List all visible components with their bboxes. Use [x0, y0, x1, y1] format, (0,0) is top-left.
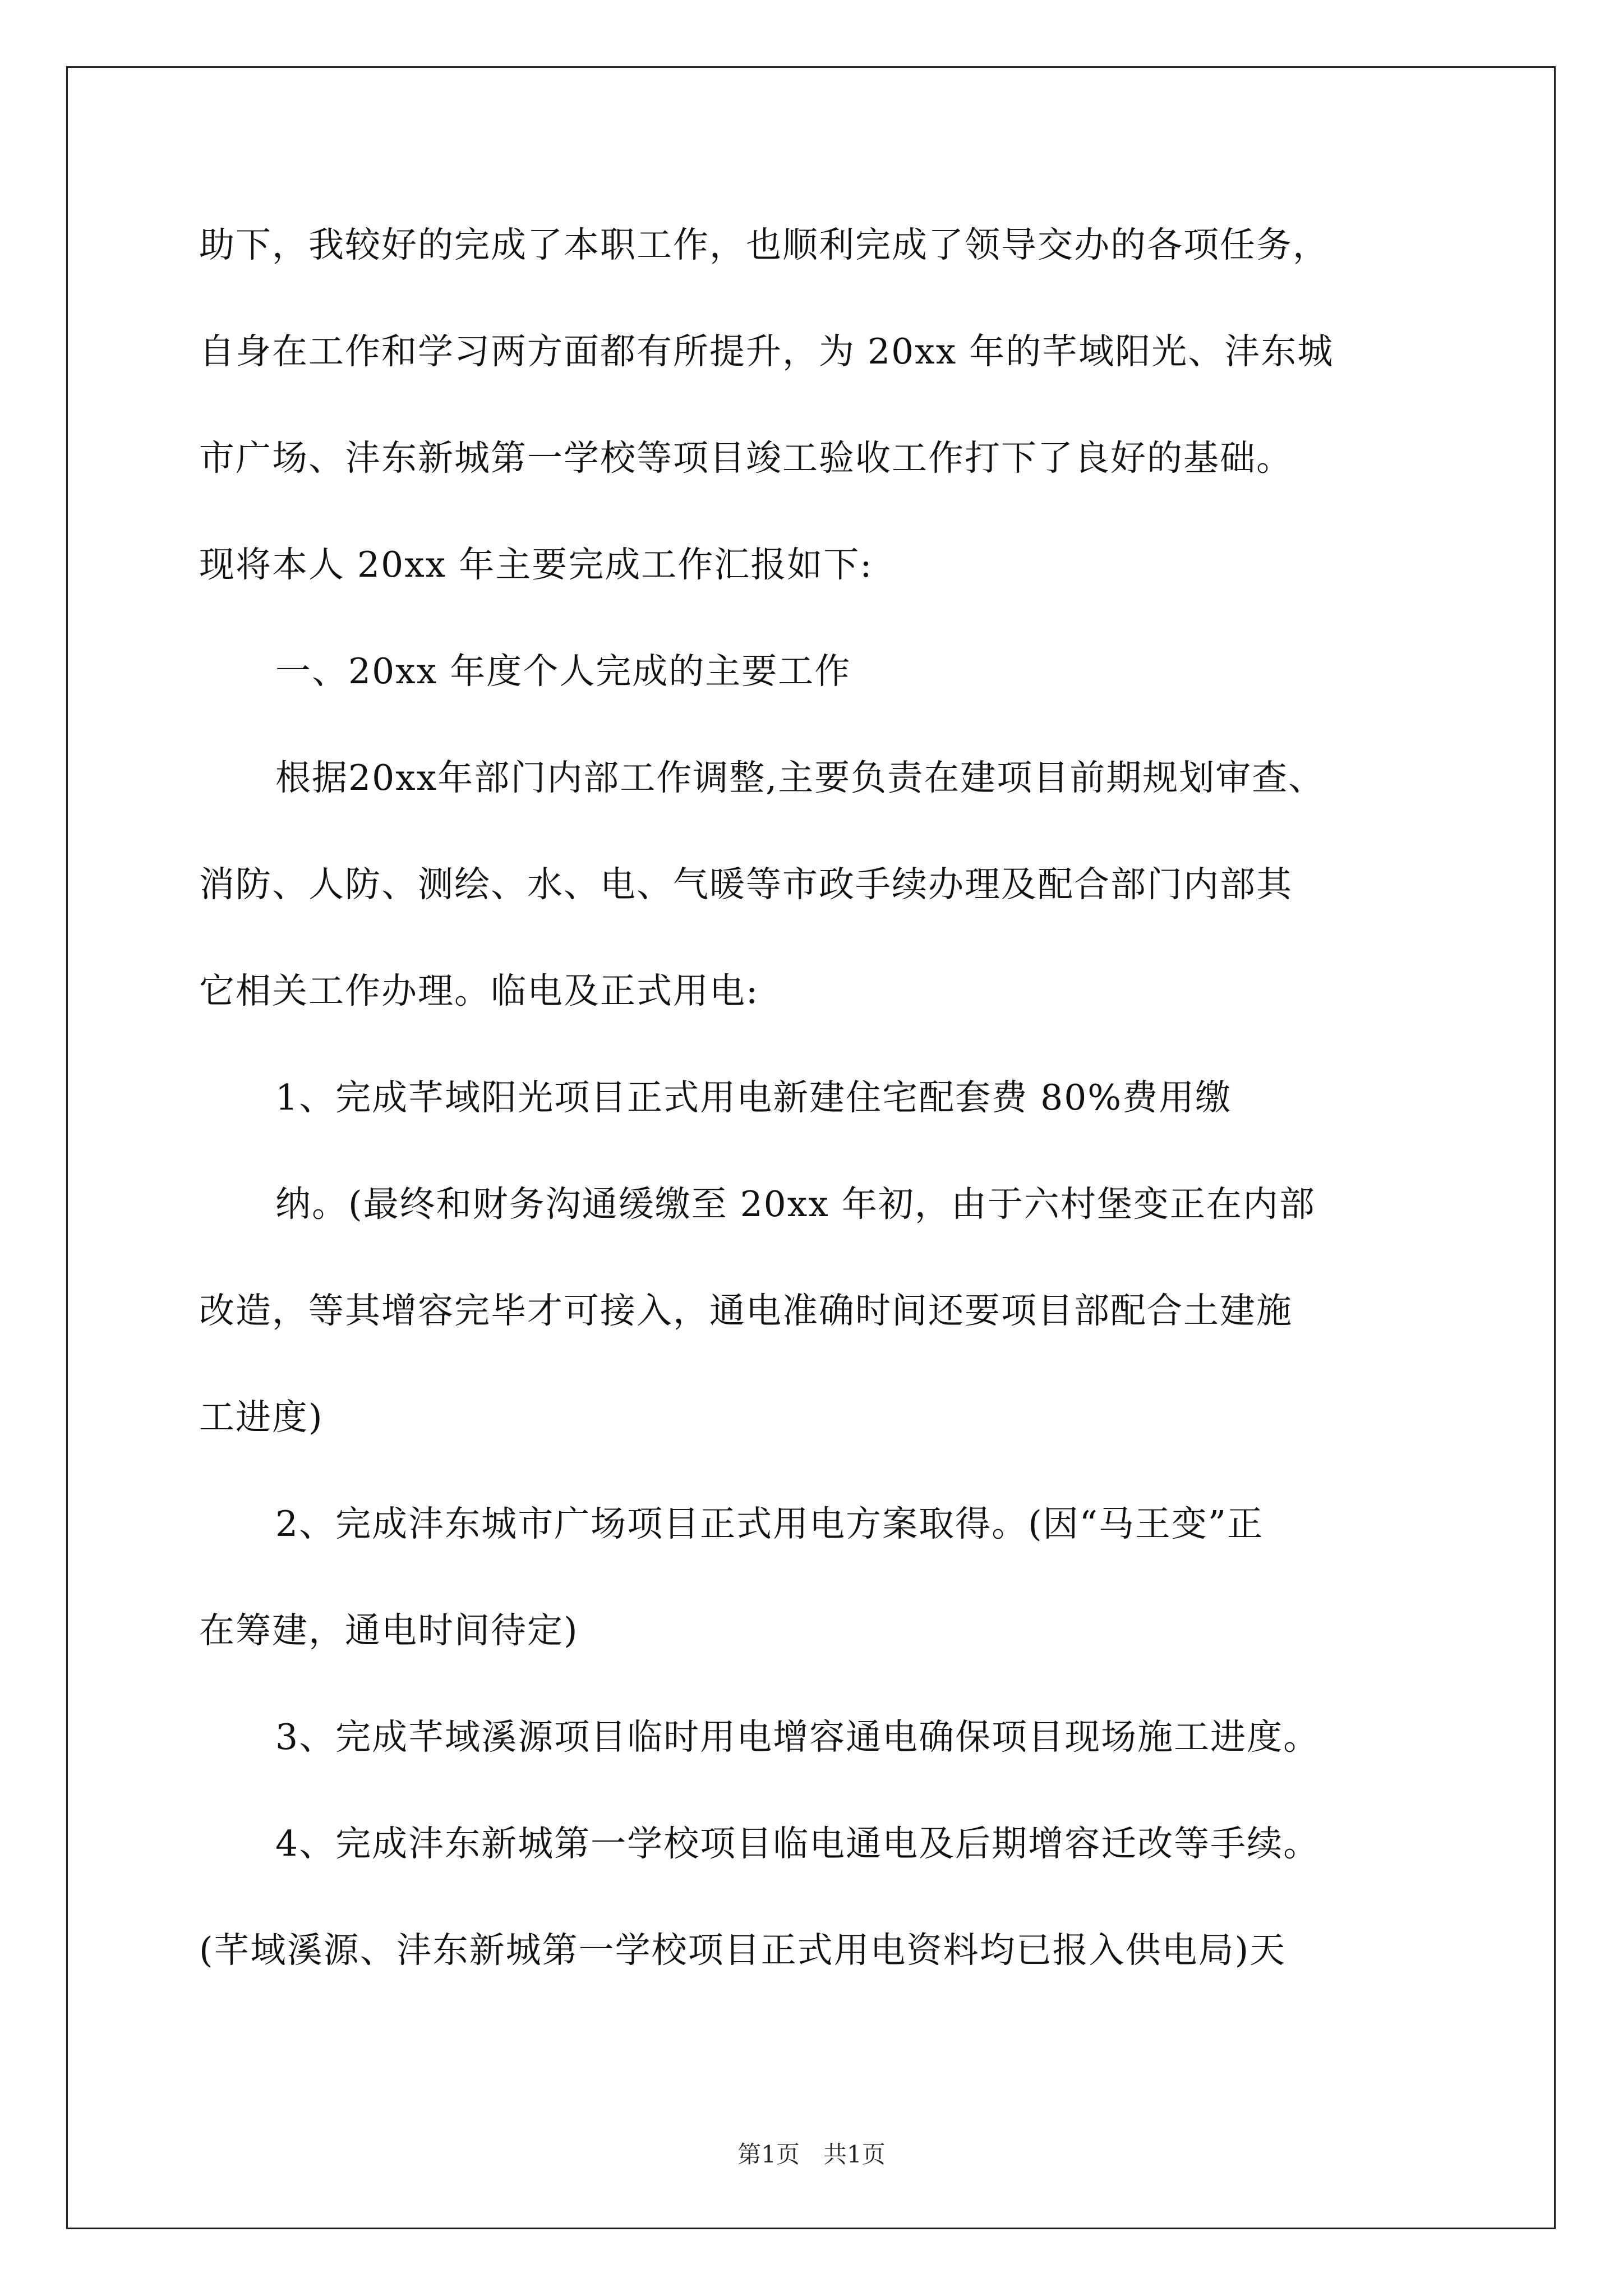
body-line-12: 工进度) — [199, 1397, 324, 1438]
body-line-1: 助下，我较好的完成了本职工作，也顺利完成了领导交办的各项任务， — [199, 224, 1329, 265]
page-number: 第1页 共1页 — [737, 2141, 886, 2168]
body-line-6: 根据20xx年部门内部工作调整,主要负责在建项目前期规划审查、 — [275, 757, 1325, 798]
body-line-8: 它相关工作办理。临电及正式用电: — [199, 970, 759, 1011]
section-heading: 一、20xx 年度个人完成的主要工作 — [275, 651, 851, 692]
list-item-3: 3、完成芊域溪源项目临时用电增容通电确保项目现场施工进度。 — [275, 1717, 1320, 1757]
body-line-10: 纳。(最终和财务沟通缓缴至 20xx 年初，由于六村堡变正在内部 — [275, 1184, 1316, 1225]
body-line-2: 自身在工作和学习两方面都有所提升，为 20xx 年的芊域阳光、沣东城 — [199, 331, 1334, 372]
body-line-14: 在筹建，通电时间待定) — [199, 1610, 579, 1651]
list-item-1: 1、完成芊域阳光项目正式用电新建住宅配套费 80%费用缴 — [275, 1077, 1232, 1118]
document-body — [199, 214, 1433, 2026]
list-item-2: 2、完成沣东城市广场项目正式用电方案取得。(因“马王变”正 — [275, 1503, 1264, 1544]
body-line-11: 改造，等其增容完毕才可接入，通电准确时间还要项目部配合土建施 — [199, 1290, 1293, 1331]
body-line-7: 消防、人防、测绘、水、电、气暖等市政手续办理及配合部门内部其 — [199, 864, 1293, 905]
list-item-4: 4、完成沣东新城第一学校项目临电通电及后期增容迁改等手续。 — [275, 1823, 1320, 1864]
body-line-17: (芊域溪源、沣东新城第一学校项目正式用电资料均已报入供电局)天 — [199, 1930, 1287, 1971]
body-line-4: 现将本人 20xx 年主要完成工作汇报如下: — [199, 544, 873, 585]
body-line-3: 市广场、沣东新城第一学校等项目竣工验收工作打下了良好的基础。 — [199, 438, 1293, 478]
